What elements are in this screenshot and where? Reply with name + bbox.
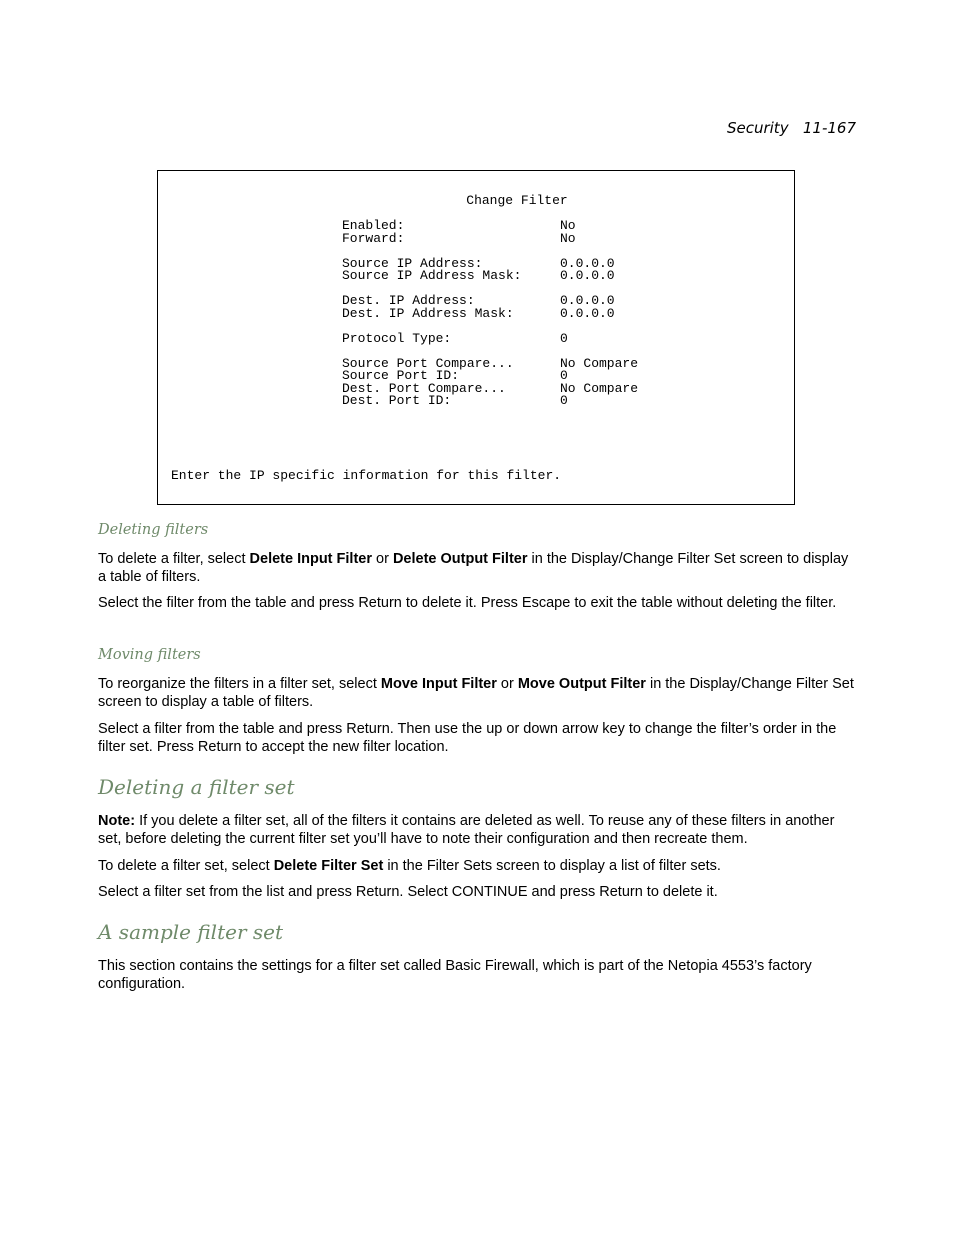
terminal-row-dest-mask[interactable] [342, 305, 638, 321]
paragraph: This section contains the settings for a filter set called Basic Firewall, which is part of the Netopia 4553’s factory configuration. [98, 958, 812, 992]
paragraph: Select a filter set from the list and press Return. Select CONTINUE and press Return to delete it. [98, 884, 718, 900]
running-head: Security 11-167 [726, 119, 856, 137]
field-label: Source IP Address: [342, 255, 483, 271]
terminal-row-source-mask[interactable] [342, 270, 638, 283]
terminal-row-forward[interactable] [342, 230, 638, 246]
subheading-deleting-filters: Deleting filters [98, 522, 209, 538]
terminal-row-protocol[interactable] [342, 330, 638, 346]
terminal-field-list [342, 220, 638, 408]
paragraph: To delete a filter, select Delete Input Filter or Delete Output Filter in the Display/Change Filter Set screen to display a table of filters. [98, 551, 849, 585]
field-value: 0.0.0.0 [560, 305, 615, 321]
terminal-status-line: Enter the IP specific information for this filter. [171, 468, 562, 483]
heading-deleting-filter-set: Deleting a filter set [98, 775, 295, 799]
paragraph: Select a filter from the table and press Return. Then use the up or down arrow key to change the filter’s order in the filter set. Press Return to accept the new filter location. [98, 721, 837, 755]
field-value: 0 [560, 393, 568, 408]
field-label: Dest. IP Address Mask: [342, 305, 514, 321]
field-label: Source Port ID: [342, 368, 460, 383]
terminal-title: Change Filter [466, 193, 568, 208]
field-value: No [560, 230, 576, 246]
field-value: No [560, 218, 576, 233]
field-value: No Compare [560, 380, 639, 396]
field-value: 0 [560, 368, 568, 383]
field-label: Forward: [342, 230, 405, 246]
field-value: 0.0.0.0 [560, 268, 615, 283]
field-label: Enabled: [342, 218, 405, 233]
field-label: Dest. Port Compare... [342, 380, 506, 396]
field-value: 0 [560, 330, 568, 346]
terminal-screen [157, 170, 795, 505]
field-label: Dest. Port ID: [342, 393, 452, 408]
field-label: Protocol Type: [342, 330, 452, 346]
heading-sample-filter-set: A sample filter set [98, 920, 284, 944]
field-value: 0.0.0.0 [560, 255, 615, 271]
terminal-row-dest-port-id[interactable] [342, 395, 638, 408]
paragraph: To reorganize the filters in a filter set, select Move Input Filter or Move Output Filter in the Display/Change Filter Set screen to display a table of filters. [98, 676, 854, 710]
field-label: Source IP Address Mask: [342, 268, 522, 283]
field-label: Source Port Compare... [342, 355, 514, 371]
field-value: No Compare [560, 355, 639, 371]
field-label: Dest. IP Address: [342, 293, 475, 308]
subheading-moving-filters: Moving filters [98, 647, 201, 663]
note-paragraph: Note: If you delete a filter set, all of the filters it contains are deleted as well. To reuse any of these filters in another set, before deleting the current filter set you’ll have to note their configuration and then recreate them. [98, 813, 835, 847]
field-value: 0.0.0.0 [560, 293, 615, 308]
paragraph: Select the filter from the table and press Return to delete it. Press Escape to exit the table without deleting the filter. [98, 595, 837, 611]
paragraph: To delete a filter set, select Delete Filter Set in the Filter Sets screen to display a list of filter sets. [98, 858, 721, 874]
